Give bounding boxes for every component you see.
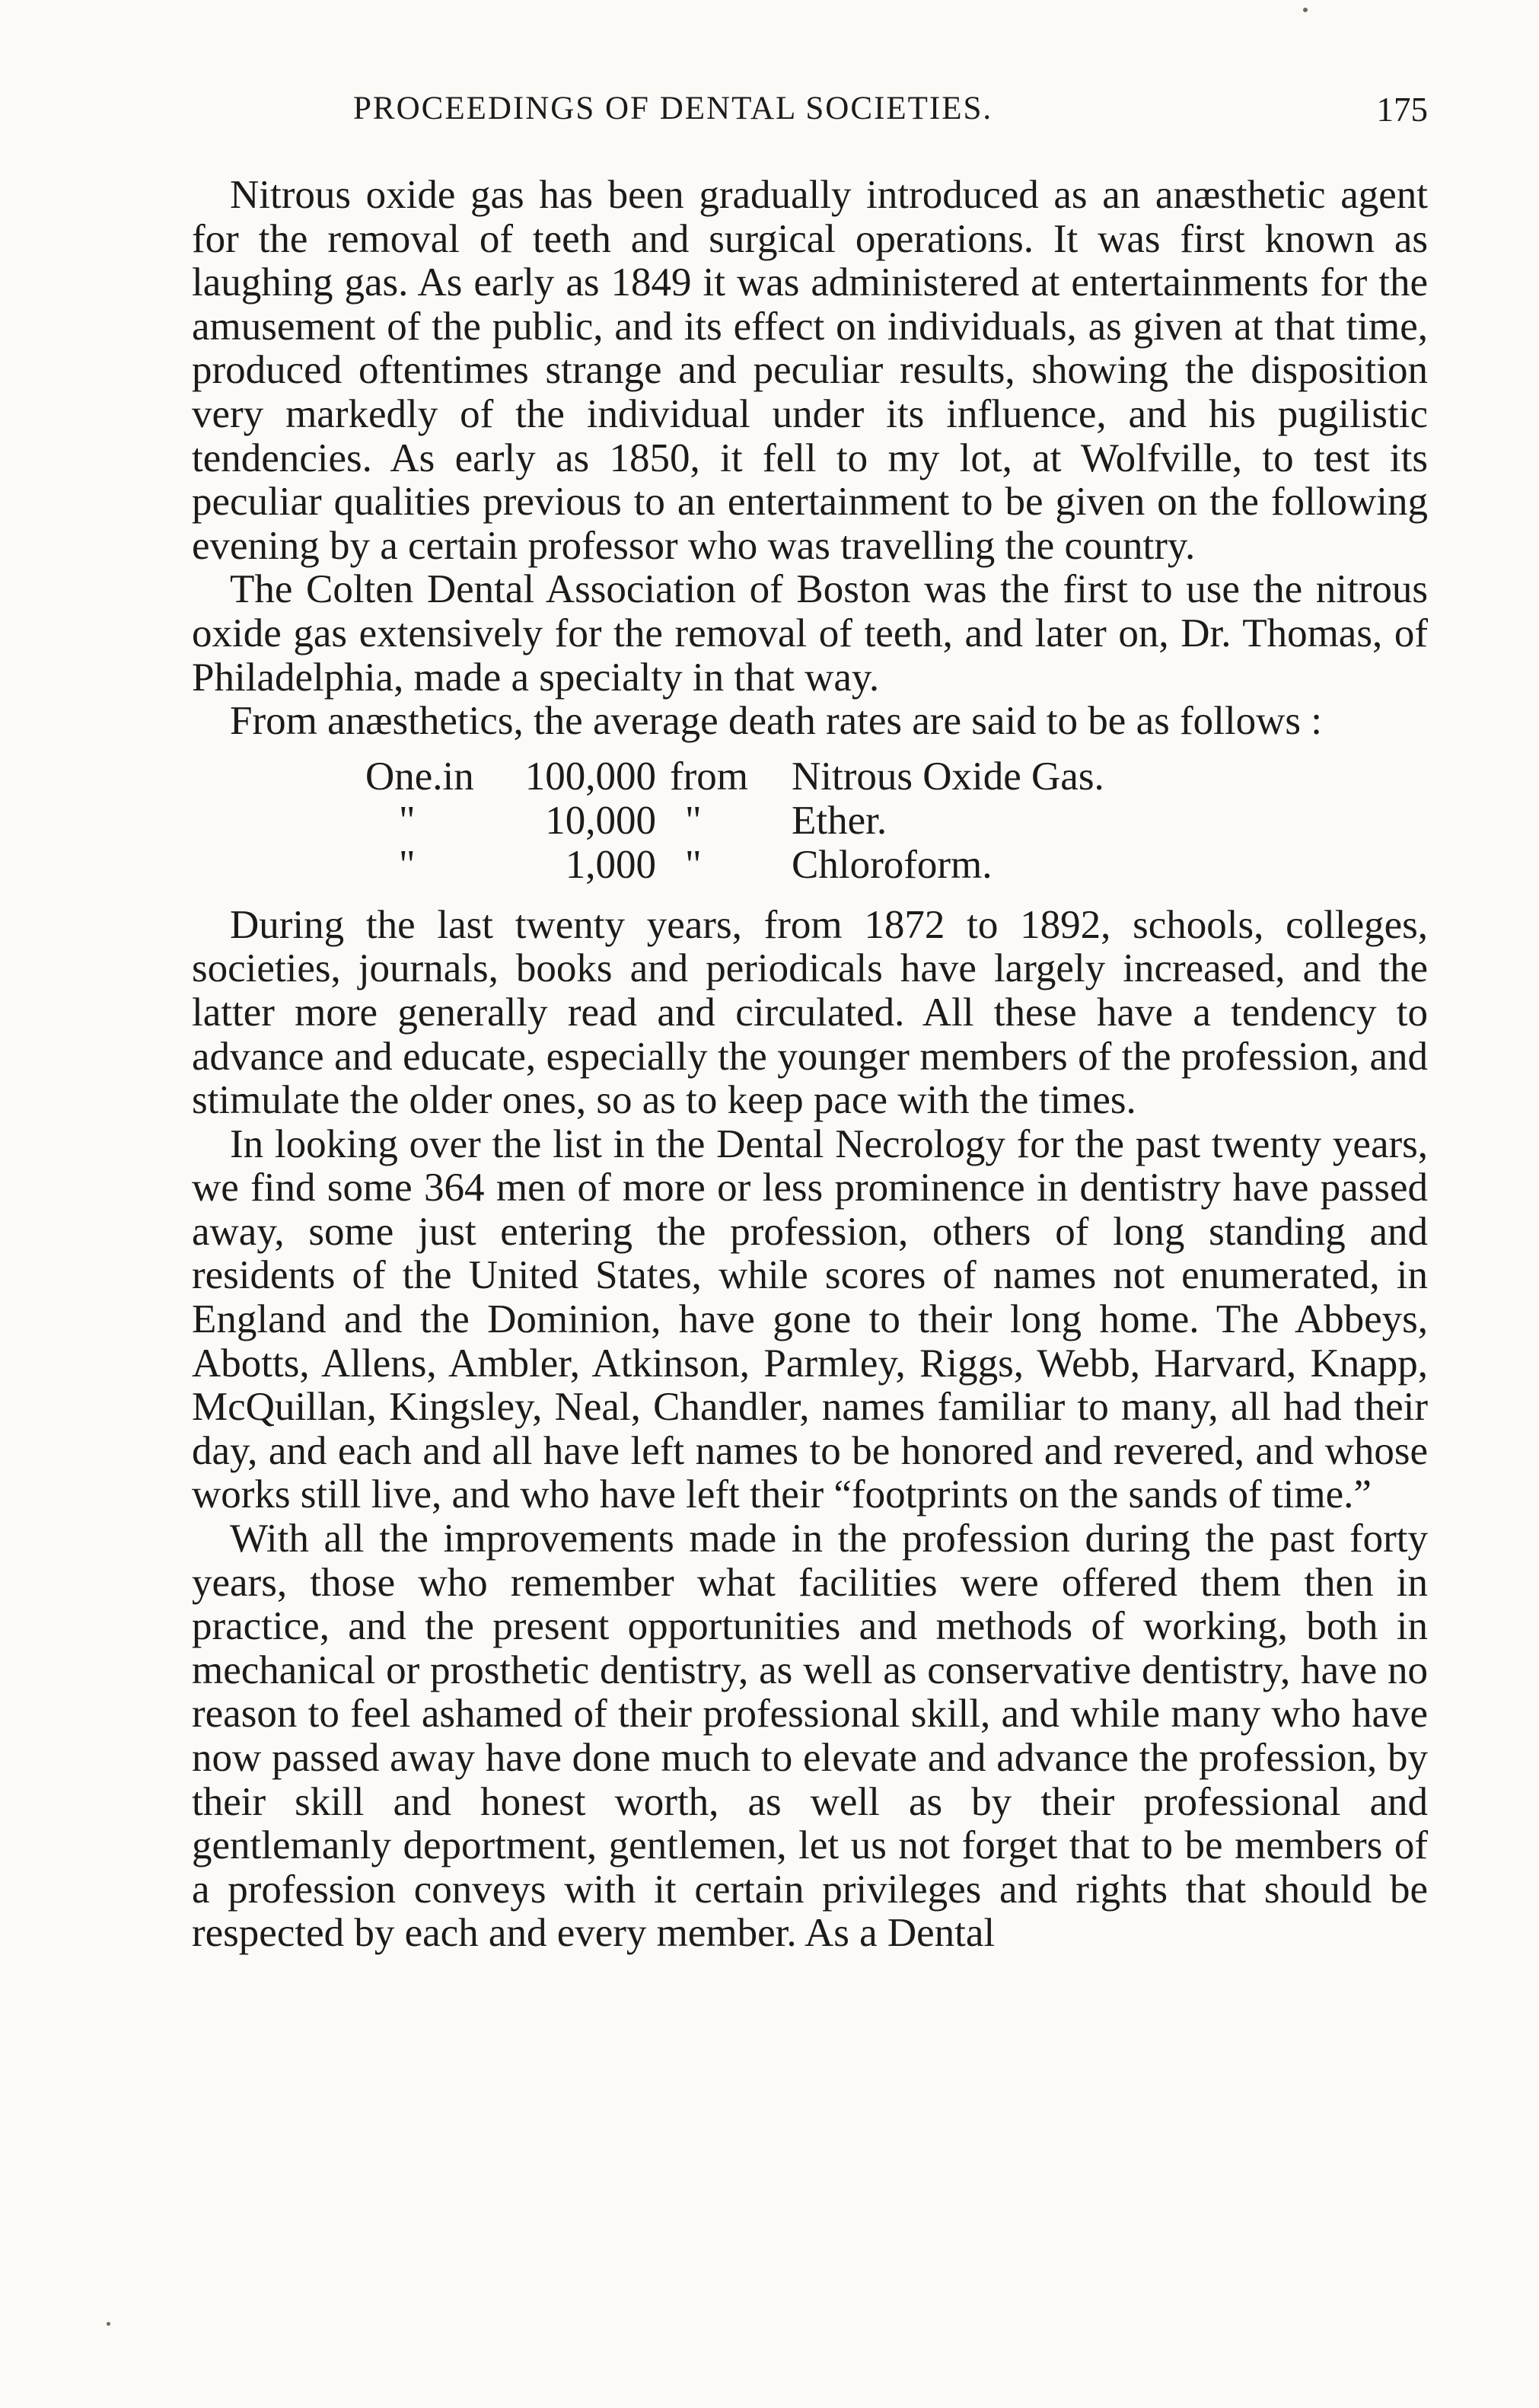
scan-speck — [1303, 8, 1308, 12]
running-head — [192, 90, 1428, 143]
paragraph-improvements: With all the improvements made in the profession during the past forty years, those who remember what facilities were offered them then in practice, and the present opportunities and methods of working, both in mechanical or prosthetic dentistry, as well as conservative dentistry, have no reason to feel ashamed of their professional skill, and while many who have now passed away have done much to elevate and advance the profession, by their skill and honest worth, as well as by their professional and gentlemanly deportment, gentlemen, let us not forget that to be members of a profession conveys with it certain privileges and rights that should be respected by each and every member. As a Dental — [192, 1517, 1428, 1956]
paragraph-dental-necrology: In looking over the list in the Dental Necrology for the past twenty years, we find some 364 men of more or less prominence in dentistry have passed away, some just entering the profession, others of long standing and residents of the United States, while scores of names not enumerated, in England and the Dominion, have gone to their long home. The Abbeys, Abotts, Allens, Ambler, Atkinson, Parmley, Riggs, Webb, Harvard, Knapp, McQuillan, Kingsley, Neal, Chandler, names familiar to many, all had their day, and each and all have left names to be honored and revered, and whose works still live, and who have left their “footprints on the sands of time.” — [192, 1121, 1428, 1517]
row-agent: Nitrous Oxide Gas. — [792, 754, 1104, 799]
row-number: 10,000 — [545, 798, 656, 843]
row-lead: One.in — [365, 754, 474, 799]
row-from: from — [670, 754, 749, 799]
paragraph-colten-association: The Colten Dental Association of Boston was the first to use the nitrous oxide gas extensively for the removal of teeth, and later on, Dr. Thomas, of Philadelphia, made a specialty in that way. — [192, 567, 1428, 700]
running-title: PROCEEDINGS OF DENTAL SOCIETIES. — [353, 91, 993, 126]
paragraph-death-rates-intro: From anæsthetics, the average death rates are said to be as follows : — [230, 699, 1322, 744]
death-rate-row — [192, 754, 1428, 799]
page-number: 175 — [1376, 91, 1428, 129]
row-number: 100,000 — [524, 754, 656, 799]
row-from: " — [685, 842, 702, 887]
body-text — [192, 174, 1428, 1956]
death-rate-row — [192, 843, 1428, 887]
paragraph-nitrous-oxide: Nitrous oxide gas has been gradually introduced as an anæsthetic agent for the removal of teeth and surgical operations. It was first known as laughing gas. As early as 1849 it was administered at entertainments for the amusement of the public, and its effect on individuals, as given at that time, produced oftentimes strange and peculiar results, showing the disposition very markedly of the individual under its influence, and his pugilistic tendencies. As early as 1850, it fell to my lot, at Wolfville, to test its peculiar qualities previous to an entertainment to be given on the following evening by a certain professor who was travelling the country. — [192, 173, 1428, 568]
death-rate-table — [192, 754, 1428, 887]
death-rate-row — [192, 799, 1428, 843]
row-agent: Ether. — [792, 798, 887, 843]
row-agent: Chloroform. — [792, 842, 993, 887]
row-number: 1,000 — [565, 842, 656, 887]
row-from: " — [685, 798, 702, 843]
scan-speck — [107, 2322, 110, 2326]
paragraph-last-twenty-years: During the last twenty years, from 1872 to 1892, schools, colleges, societies, journals, books and periodicals have largely increased, and the latter more generally read and circulated. All these have a tendency to advance and educate, especially the younger members of the profession, and stimulate the older ones, so as to keep pace with the times. — [192, 902, 1428, 1123]
row-lead: " — [399, 842, 416, 887]
row-lead: " — [399, 798, 416, 843]
